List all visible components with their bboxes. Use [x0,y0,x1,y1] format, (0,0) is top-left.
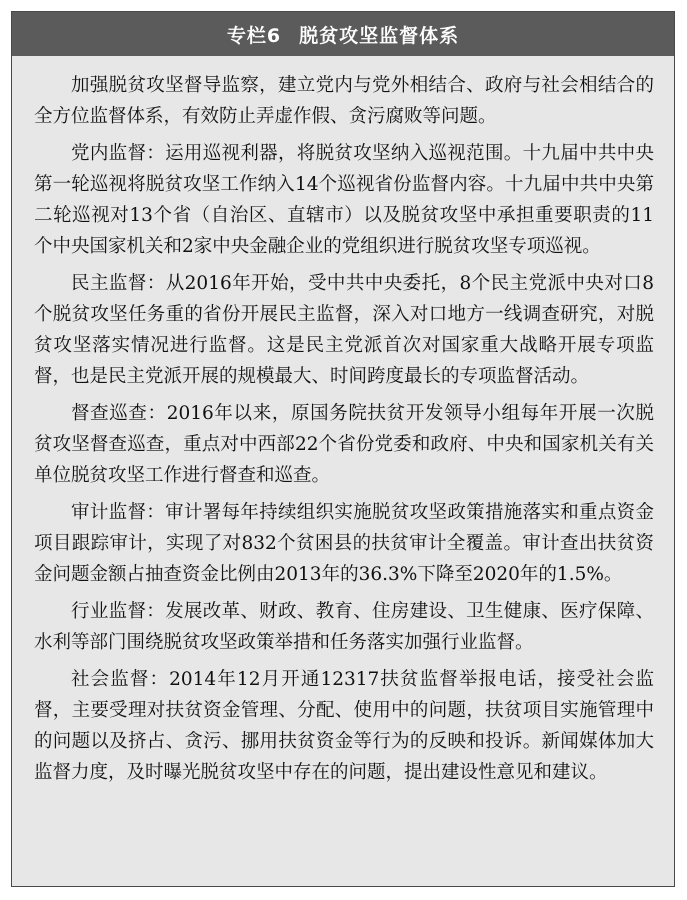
column-title: 脱贫攻坚监督体系 [299,24,460,47]
paragraph-industry-supervision: 行业监督：发展改革、财政、教育、住房建设、卫生健康、医疗保障、水利等部门围绕脱贫攻坚政策举措和任务落实加强行业监督。 [34,601,654,653]
paragraph-social-supervision: 社会监督：2014年12月开通12317扶贫监督举报电话，接受社会监督，主要受理对扶贫资金管理、分配、使用中的问题，扶贫项目实施管理中的问题以及挤占、贪污、挪用扶贫资金等行为的反映和投诉。新闻媒体加大监督力度，及时曝光脱贫攻坚中存在的问题，提出建设性意见和建议。 [34,669,654,783]
paragraph-audit-supervision: 审计监督：审计署每年持续组织实施脱贫攻坚政策措施落实和重点资金项目跟踪审计，实现了对832个贫困县的扶贫审计全覆盖。审计查出扶贫资金问题金额占抽查资金比例由2013年的36.3%下降至2020年的1.5%。 [34,502,654,585]
paragraph-party-supervision: 党内监督：运用巡视利器，将脱贫攻坚纳入巡视范围。十九届中共中央第一轮巡视将脱贫攻坚工作纳入14个巡视省份监督内容。十九届中共中央第二轮巡视对13个省（自治区、直辖市）以及脱贫攻坚中承担重要职责的11个中央国家机关和2家中央金融企业的党组织进行脱贫攻坚专项巡视。 [34,143,654,257]
column-label: 专栏6 [226,24,282,47]
paragraph-intro: 加强脱贫攻坚督导监察，建立党内与党外相结合、政府与社会相结合的全方位监督体系，有效防止弄虚作假、贪污腐败等问题。 [34,75,654,127]
column-body [12,56,674,788]
paragraph-inspection: 督查巡查：2016年以来，原国务院扶贫开发领导小组每年开展一次脱贫攻坚督查巡查，重点对中西部22个省份党委和政府、中央和国家机关有关单位脱贫攻坚工作进行督查和巡查。 [34,403,654,486]
column-header [12,12,674,56]
column-box [11,11,675,887]
paragraph-democratic-supervision: 民主监督：从2016年开始，受中共中央委托，8个民主党派中央对口8个脱贫攻坚任务重的省份开展民主监督，深入对口地方一线调查研究，对脱贫攻坚落实情况进行监督。这是民主党派首次对国家重大战略开展专项监督，也是民主党派开展的规模最大、时间跨度最长的专项监督活动。 [34,273,654,387]
